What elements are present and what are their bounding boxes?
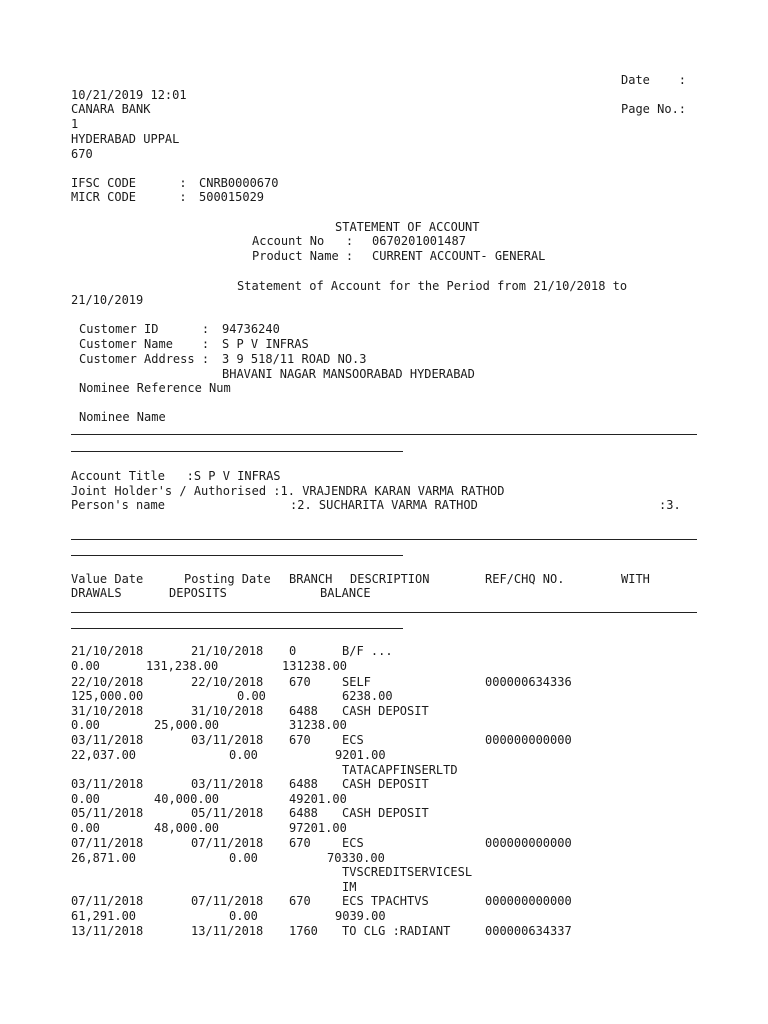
account-no-label: Account No : (252, 234, 354, 248)
ref-number: 000000634336 (485, 675, 572, 689)
description: CASH DEPOSIT (342, 777, 429, 791)
branch-code: 6488 (289, 777, 318, 791)
balance-amount: 49201.00 (289, 792, 347, 806)
value-date: 13/11/2018 (71, 924, 144, 938)
divider (71, 451, 403, 452)
micr-value: 500015029 (199, 190, 265, 204)
customer-address-line1: 3 9 518/11 ROAD NO.3 (222, 352, 367, 366)
joint-holder-3: :3. (659, 498, 681, 512)
nominee-reference-label: Nominee Reference Num (79, 381, 231, 395)
product-name-label: Product Name : (252, 249, 354, 263)
balance-amount: 6238.00 (342, 689, 393, 703)
withdrawal-amount: 61,291.00 (71, 909, 137, 923)
page-number-label: Page No.: (621, 102, 687, 116)
branch-code: 670 (289, 675, 311, 689)
nominee-name-label: Nominee Name (79, 410, 166, 424)
posting-date: 22/10/2018 (191, 675, 264, 689)
customer-name-label: Customer Name : (79, 337, 210, 351)
customer-address-line2: BHAVANI NAGAR MANSOORABAD HYDERABAD (222, 367, 475, 381)
deposit-amount: 40,000.00 (154, 792, 220, 806)
description: ECS TPACHTVS (342, 894, 429, 908)
branch-code: 6488 (289, 704, 318, 718)
balance-amount: 97201.00 (289, 821, 347, 835)
posting-date: 05/11/2018 (191, 806, 264, 820)
description: ECS (342, 733, 364, 747)
joint-holders-line: Joint Holder's / Authorised :1. VRAJENDRA KARAN VARMA RATHOD (71, 484, 505, 498)
posting-date: 21/10/2018 (191, 644, 264, 658)
branch-code: 1760 (289, 924, 318, 938)
col-deposits: DEPOSITS (169, 586, 227, 600)
deposit-amount: 0.00 (229, 851, 258, 865)
balance-amount: 31238.00 (289, 718, 347, 732)
withdrawal-amount: 0.00 (71, 792, 100, 806)
ifsc-label: IFSC CODE : (71, 176, 187, 190)
branch-name: HYDERABAD UPPAL (71, 132, 180, 146)
deposit-amount: 0.00 (229, 748, 258, 762)
description-continued: IM (342, 880, 357, 894)
description: ECS (342, 836, 364, 850)
description: CASH DEPOSIT (342, 704, 429, 718)
col-description: DESCRIPTION (350, 572, 430, 586)
branch-code: 670 (289, 836, 311, 850)
value-date: 22/10/2018 (71, 675, 144, 689)
deposit-amount: 131,238.00 (146, 659, 219, 673)
col-with: WITH (621, 572, 650, 586)
posting-date: 07/11/2018 (191, 894, 264, 908)
value-date: 03/11/2018 (71, 777, 144, 791)
withdrawal-amount: 0.00 (71, 821, 100, 835)
ref-number: 000000634337 (485, 924, 572, 938)
deposit-amount: 0.00 (229, 909, 258, 923)
product-name: CURRENT ACCOUNT- GENERAL (372, 249, 546, 263)
branch-code: 670 (289, 733, 311, 747)
persons-name-label: Person's name (71, 498, 165, 512)
customer-id: 94736240 (222, 322, 280, 336)
statement-period-end: 21/10/2019 (71, 293, 144, 307)
posting-date: 31/10/2018 (191, 704, 264, 718)
withdrawal-amount: 26,871.00 (71, 851, 137, 865)
divider (71, 555, 403, 556)
value-date: 21/10/2018 (71, 644, 144, 658)
col-drawals: DRAWALS (71, 586, 122, 600)
customer-id-label: Customer ID : (79, 322, 210, 336)
statement-period: Statement of Account for the Period from 21/10/2018 to (237, 279, 628, 293)
description-continued: TATACAPFINSERLTD (342, 763, 458, 777)
divider (71, 434, 697, 435)
divider (71, 628, 403, 629)
ref-number: 000000000000 (485, 894, 572, 908)
ref-number: 000000000000 (485, 836, 572, 850)
value-date: 07/11/2018 (71, 894, 144, 908)
description: CASH DEPOSIT (342, 806, 429, 820)
value-date: 03/11/2018 (71, 733, 144, 747)
customer-name: S P V INFRAS (222, 337, 309, 351)
withdrawal-amount: 22,037.00 (71, 748, 137, 762)
description-continued: TVSCREDITSERVICESL (342, 865, 473, 879)
statement-datetime: 10/21/2019 12:01 (71, 88, 187, 102)
col-balance: BALANCE (320, 586, 371, 600)
account-no: 0670201001487 (372, 234, 466, 248)
withdrawal-amount: 125,000.00 (71, 689, 144, 703)
statement-title: STATEMENT OF ACCOUNT (335, 220, 480, 234)
deposit-amount: 0.00 (237, 689, 266, 703)
deposit-amount: 25,000.00 (154, 718, 220, 732)
branch-code: 670 (289, 894, 311, 908)
branch-code: 670 (71, 147, 93, 161)
value-date: 05/11/2018 (71, 806, 144, 820)
balance-amount: 131238.00 (282, 659, 348, 673)
branch-code: 0 (289, 644, 297, 658)
joint-holder-2: :2. SUCHARITA VARMA RATHOD (290, 498, 478, 512)
posting-date: 03/11/2018 (191, 777, 264, 791)
withdrawal-amount: 0.00 (71, 659, 100, 673)
date-label: Date : (621, 73, 687, 87)
divider (71, 539, 697, 540)
branch-code: 6488 (289, 806, 318, 820)
posting-date: 03/11/2018 (191, 733, 264, 747)
balance-amount: 70330.00 (327, 851, 385, 865)
description: SELF (342, 675, 371, 689)
bank-name: CANARA BANK (71, 102, 151, 116)
col-branch: BRANCH (289, 572, 333, 586)
account-title: Account Title :S P V INFRAS (71, 469, 281, 483)
value-date: 31/10/2018 (71, 704, 144, 718)
micr-label: MICR CODE : (71, 190, 187, 204)
deposit-amount: 48,000.00 (154, 821, 220, 835)
balance-amount: 9201.00 (335, 748, 386, 762)
posting-date: 07/11/2018 (191, 836, 264, 850)
col-ref-chq: REF/CHQ NO. (485, 572, 565, 586)
balance-amount: 9039.00 (335, 909, 386, 923)
ifsc-value: CNRB0000670 (199, 176, 279, 190)
customer-address-label: Customer Address : (79, 352, 210, 366)
page-number: 1 (71, 117, 79, 131)
col-value-date: Value Date (71, 572, 144, 586)
withdrawal-amount: 0.00 (71, 718, 100, 732)
divider (71, 612, 697, 613)
description: B/F ... (342, 644, 393, 658)
ref-number: 000000000000 (485, 733, 572, 747)
posting-date: 13/11/2018 (191, 924, 264, 938)
description: TO CLG :RADIANT (342, 924, 451, 938)
col-posting-date: Posting Date (184, 572, 271, 586)
value-date: 07/11/2018 (71, 836, 144, 850)
